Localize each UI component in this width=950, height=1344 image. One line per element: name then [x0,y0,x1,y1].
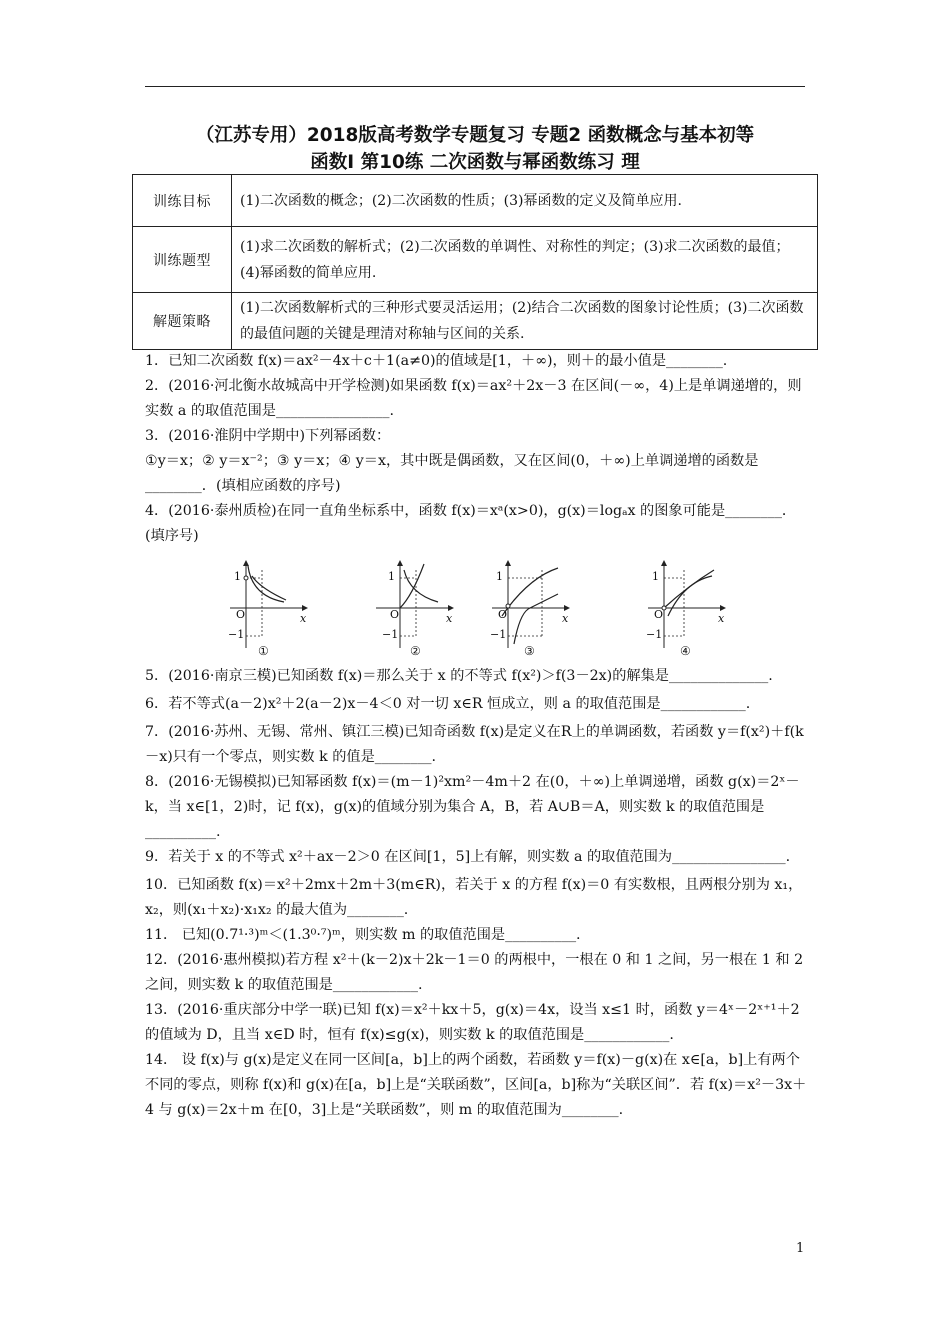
row-value: (1)求二次函数的解析式；(2)二次函数的单调性、对称性的判定；(3)求二次函数的最值；(4)幂函数的简单应用. [232,227,818,293]
row-label: 训练题型 [133,227,232,293]
tick-label-1: 1 [652,570,659,583]
question-1-to-4 [145,349,807,549]
question-12: 12．(2016·惠州模拟)若方程 x²＋(k－2)x＋2k－1＝0 的两根中，一根在 0 和 1 之间，另一根在 1 和 2 之间，则实数 k 的取值范围是____________. [145,952,804,993]
x-axis-label: x [446,612,453,625]
tick-label-1: 1 [234,570,241,583]
question-10: 10．已知函数 f(x)＝x²＋2mx＋2m＋3(m∈R)，若关于 x 的方程 f(x)＝0 有实数根，且两根分别为 x₁，x₂，则(x₁＋x₂)·x₁x₂ 的最大值为________. [145,877,803,918]
origin-label: O [654,608,664,621]
figure-label: ① [258,644,269,658]
question-1: 1．已知二次函数 f(x)＝ax²－4x＋c＋1(a≠0)的值域是[1，＋∞)，则＋的最小值是________. [145,353,728,369]
graph-option-2 [372,556,468,660]
figure-label: ② [410,644,421,658]
question-2: 2．(2016·河北衡水故城高中开学检测)如果函数 f(x)＝ax²＋2x－3 在区间(－∞，4)上是单调递增的，则实数 a 的取值范围是________________. [145,378,802,419]
document-title [140,122,810,176]
figure-label: ③ [524,644,535,658]
figure-label: ④ [680,644,691,658]
row-value: (1)二次函数解析式的三种形式要灵活运用；(2)结合二次函数的图象讨论性质；(3)二次函数的最值问题的关键是理清对称轴与区间的关系. [232,293,818,350]
graph-option-4 [644,556,740,660]
header-rule [145,86,805,87]
tick-label-neg1: −1 [490,628,507,641]
question-3-options: ①y＝x；② y＝x⁻²；③ y＝x；④ y＝x，其中既是偶函数，又在区间(0，＋∞)上单调递增的函数是________．(填相应函数的序号) [145,453,759,494]
tick-label-1: 1 [388,570,395,583]
question-8: 8．(2016·无锡模拟)已知幂函数 f(x)＝(m－1)²xm²－4m＋2 在(0，＋∞)上单调递增，函数 g(x)＝2ˣ－k，当 x∈[1，2)时，记 f(x)，g(x)的值域分别为集合 A，B，若 A∪B＝A，则实数 k 的取值范围是__________. [145,774,800,840]
table-row [133,175,818,227]
page-number: 1 [796,1241,805,1256]
table-row [133,293,818,350]
x-axis-label: x [300,612,307,625]
question-5: 5．(2016·南京三模)已知函数 f(x)＝那么关于 x 的不等式 f(x²)＞f(3－2x)的解集是______________. [145,668,773,684]
x-axis-label: x [562,612,569,625]
question-13: 13．(2016·重庆部分中学一联)已知 f(x)＝x²＋kx＋5，g(x)＝4x，设当 x≤1 时，函数 y＝4ˣ－2ˣ⁺¹＋2 的值域为 D，且当 x∈D 时，恒有 f(x)≤g(x)，则实数 k 的取值范围是____________. [145,1002,800,1043]
tick-label-neg1: −1 [646,628,663,641]
graph-option-3 [488,556,584,660]
origin-label: O [498,608,508,621]
row-value: (1)二次函数的概念；(2)二次函数的性质；(3)幂函数的定义及简单应用. [232,175,818,227]
x-axis-label: x [718,612,725,625]
question-3-stem: 3．(2016·淮阴中学期中)下列幂函数： [145,428,391,444]
question-14: 14． 设 f(x)与 g(x)是定义在同一区间[a，b]上的两个函数，若函数 y＝f(x)－g(x)在 x∈[a，b]上有两个不同的零点，则称 f(x)和 g(x)在[a，b]上是“关联函数”，区间[a，b]称为“关联区间”．若 f(x)＝x²－3x＋4 与 g(x)＝2x＋m 在[0，3]上是“关联函数”，则 m 的取值范围为________. [145,1052,807,1118]
question-5-to-14 [145,664,807,1123]
graph-option-1 [226,556,322,660]
origin-label: O [236,608,246,621]
question-7: 7．(2016·苏州、无锡、常州、镇江三模)已知奇函数 f(x)是定义在R上的单调函数，若函数 y＝f(x²)＋f(k－x)只有一个零点，则实数 k 的值是________. [145,724,804,765]
training-table [132,174,818,350]
table-row [133,227,818,293]
question-4: 4．(2016·泰州质检)在同一直角坐标系中，函数 f(x)＝xᵃ(x>0)，g(x)＝logₐx 的图象可能是________．(填序号) [145,503,797,544]
question-11: 11． 已知(0.7¹·³)ᵐ＜(1.3⁰·⁷)ᵐ，则实数 m 的取值范围是__________. [145,927,581,943]
row-label: 训练目标 [133,175,232,227]
tick-label-neg1: −1 [228,628,245,641]
question-9: 9．若关于 x 的不等式 x²＋ax－2＞0 在区间[1，5]上有解，则实数 a 的取值范围为________________. [145,849,791,865]
title-line-1: （江苏专用）2018版高考数学专题复习 专题2 函数概念与基本初等 [195,125,755,146]
tick-label-neg1: −1 [382,628,399,641]
origin-label: O [390,608,400,621]
tick-label-1: 1 [496,570,503,583]
question-6: 6．若不等式(a－2)x²＋2(a－2)x－4＜0 对一切 x∈R 恒成立，则 a 的取值范围是____________. [145,696,751,712]
row-label: 解题策略 [133,293,232,350]
question-4-figures [226,556,746,660]
title-line-2: 函数Ⅰ 第10练 二次函数与幂函数练习 理 [310,152,640,173]
